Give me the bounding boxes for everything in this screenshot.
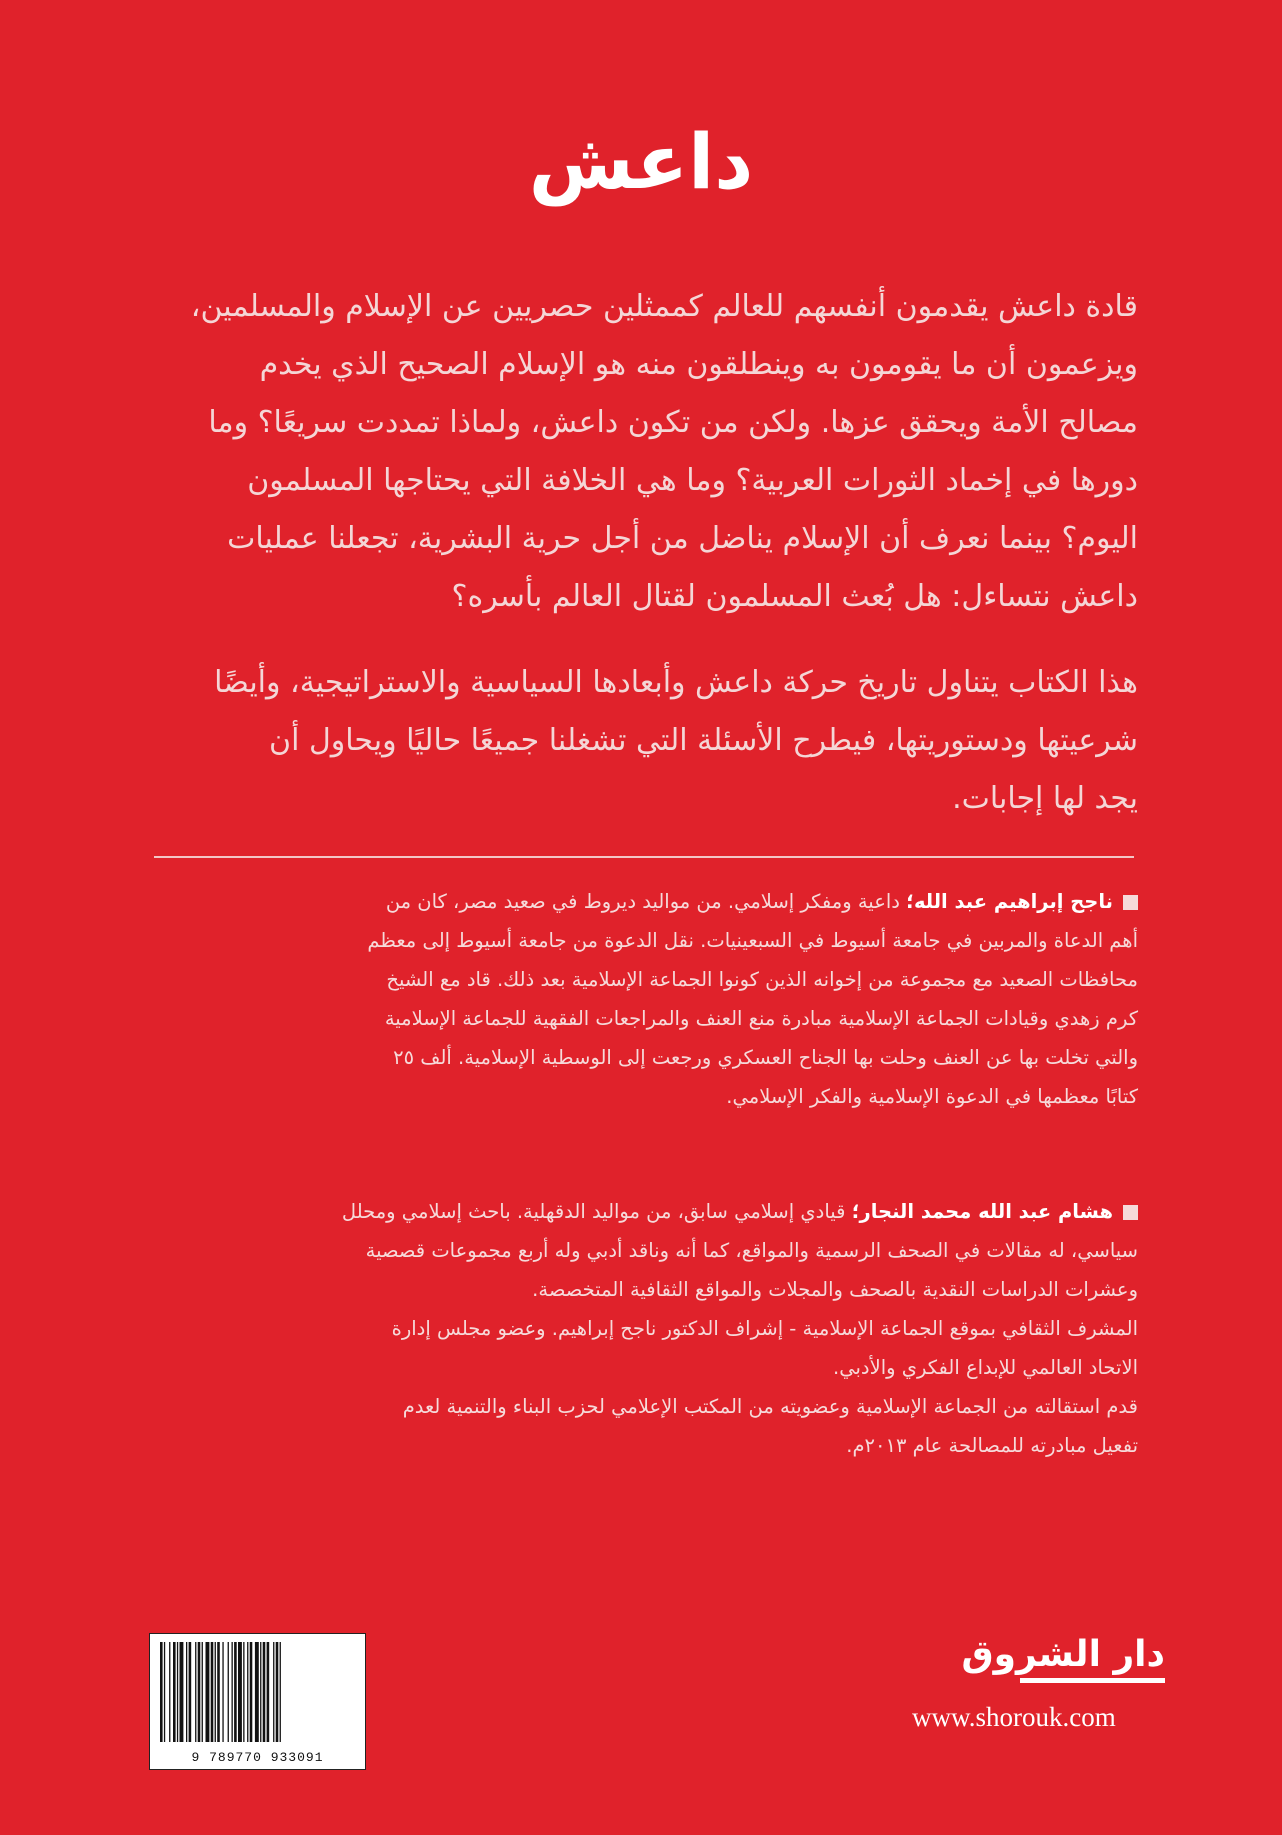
barcode-bar (195, 1642, 196, 1742)
barcode-bar (217, 1642, 220, 1742)
barcode-bar (276, 1642, 279, 1742)
barcode-number: 9 789770 933091 (191, 1750, 324, 1765)
barcode-bar (189, 1642, 192, 1742)
barcode-bar (260, 1642, 261, 1742)
barcode-bar (232, 1642, 233, 1742)
bio-text: داعية ومفكر إسلامي. من مواليد ديروط في صعيد مصر، كان من (385, 890, 900, 913)
intro-line: هذا الكتاب يتناول تاريخ حركة داعش وأبعادها السياسية والاستراتيجية، وأيضًا (214, 665, 1138, 700)
barcode-bar (211, 1642, 214, 1742)
barcode-bar (215, 1642, 216, 1742)
bio-line: المشرف الثقافي بموقع الجماعة الإسلامية - إشراف الدكتور ناجح إبراهيم. وعضو مجلس إدارة (391, 1317, 1138, 1340)
bio-line: تفعيل مبادرته للمصالحة عام ٢٠١٣م. (846, 1434, 1138, 1457)
barcode-bar (234, 1642, 237, 1742)
barcode-bar (250, 1642, 253, 1742)
barcode-bar (186, 1642, 187, 1742)
barcode-bar (173, 1642, 176, 1742)
bio-line: وعشرات الدراسات النقدية بالصحف والمجلات والمواقع الثقافية المتخصصة. (532, 1278, 1138, 1301)
barcode-bar (177, 1642, 178, 1742)
bio-line: سياسي، له مقالات في الصحف الرسمية والمواقع، كما أنه وناقد أدبي وله أربع مجموعات قصصية (365, 1239, 1138, 1262)
barcode-bar (160, 1642, 163, 1742)
barcode-bar (267, 1642, 270, 1742)
intro-line: مصالح الأمة ويحقق عزها. ولكن من تكون داعش، ولماذا تمددت سريعًا؟ وما (208, 405, 1138, 440)
intro-paragraph-1 (148, 278, 1138, 626)
barcode-bar (280, 1642, 281, 1742)
intro-line: ويزعمون أن ما يقومون به وينطلقون منه هو الإسلام الصحيح الذي يخدم (259, 347, 1138, 382)
barcode-bar (169, 1642, 170, 1742)
bio-line: والتي تخلت بها عن العنف وحلت بها الجناح العسكري ورجعت إلى الوسطية الإسلامية. ألف ٢٥ (393, 1046, 1138, 1069)
intro-line: شرعيتها ودستوريتها، فيطرح الأسئلة التي تشغلنا جميعًا حاليًا ويحاول أن (269, 723, 1138, 758)
book-title: داعش (528, 117, 754, 206)
bio-line (148, 1192, 1138, 1231)
intro-line: داعش نتساءل: هل بُعث المسلمون لقتال العالم بأسره؟ (451, 579, 1138, 614)
bio-line (148, 882, 1138, 921)
bio-line: محافظات الصعيد مع مجموعة من إخوانه الذين كونوا الجماعة الإسلامية بعد ذلك. قاد مع الشيخ (386, 968, 1138, 991)
bio-line: أهم الدعاة والمربين في جامعة أسيوط في السبعينيات. نقل الدعوة من جامعة أسيوط إلى معظم (367, 929, 1138, 952)
intro-line: قادة داعش يقدمون أنفسهم للعالم كممثلين حصريين عن الإسلام والمسلمين، (190, 289, 1138, 324)
barcode-bar (263, 1642, 266, 1742)
barcode-bar (228, 1642, 229, 1742)
publisher-name: دار الشروق (961, 1634, 1165, 1675)
isbn-barcode (149, 1633, 366, 1770)
barcode-bar (180, 1642, 184, 1742)
barcode-bar (164, 1642, 165, 1742)
barcode-bar (273, 1642, 274, 1742)
author-name: هشام عبد الله محمد النجار؛ (851, 1200, 1113, 1223)
section-divider (154, 856, 1134, 858)
intro-paragraph-2 (148, 654, 1138, 828)
bio-line: الاتحاد العالمي للإبداع الفكري والأدبي. (833, 1356, 1138, 1379)
barcode-bar (198, 1642, 201, 1742)
barcode-bar (247, 1642, 248, 1742)
publisher-url: www.shorouk.com (912, 1702, 1116, 1732)
barcode-bar (206, 1642, 210, 1742)
barcode-bar (222, 1642, 223, 1742)
bio-line: كتابًا معظمها في الدعوة الإسلامية والفكر الإسلامي. (726, 1085, 1138, 1108)
author-bio-2 (148, 1192, 1138, 1465)
intro-line: دورها في إخماد الثورات العربية؟ وما هي الخلافة التي يحتاجها المسلمون (247, 463, 1138, 498)
publisher-logo (905, 1633, 1165, 1683)
author-bio-1 (148, 882, 1138, 1116)
barcode-bars-icon (158, 1642, 357, 1742)
intro-line: اليوم؟ بينما نعرف أن الإسلام يناضل من أجل حرية البشرية، تجعلنا عمليات (227, 521, 1138, 556)
logo-underline (1020, 1678, 1165, 1683)
barcode-bar (202, 1642, 203, 1742)
bio-line: قدم استقالته من الجماعة الإسلامية وعضويته من المكتب الإعلامي لحزب البناء والتنمية لعدم (402, 1395, 1138, 1418)
square-bullet-icon (1123, 1205, 1138, 1220)
author-name: ناجح إبراهيم عبد الله؛ (906, 890, 1113, 913)
barcode-bar (243, 1642, 244, 1742)
barcode-bar (238, 1642, 242, 1742)
barcode-bar (255, 1642, 259, 1742)
bio-text: قيادي إسلامي سابق، من مواليد الدقهلية. باحث إسلامي ومحلل (341, 1200, 846, 1223)
intro-line: يجد لها إجابات. (952, 781, 1138, 816)
square-bullet-icon (1123, 895, 1138, 910)
bio-line: كرم زهدي وقيادات الجماعة الإسلامية مبادرة منع العنف والمراجعات الفقهية للجماعة الإسلامية (384, 1007, 1138, 1030)
